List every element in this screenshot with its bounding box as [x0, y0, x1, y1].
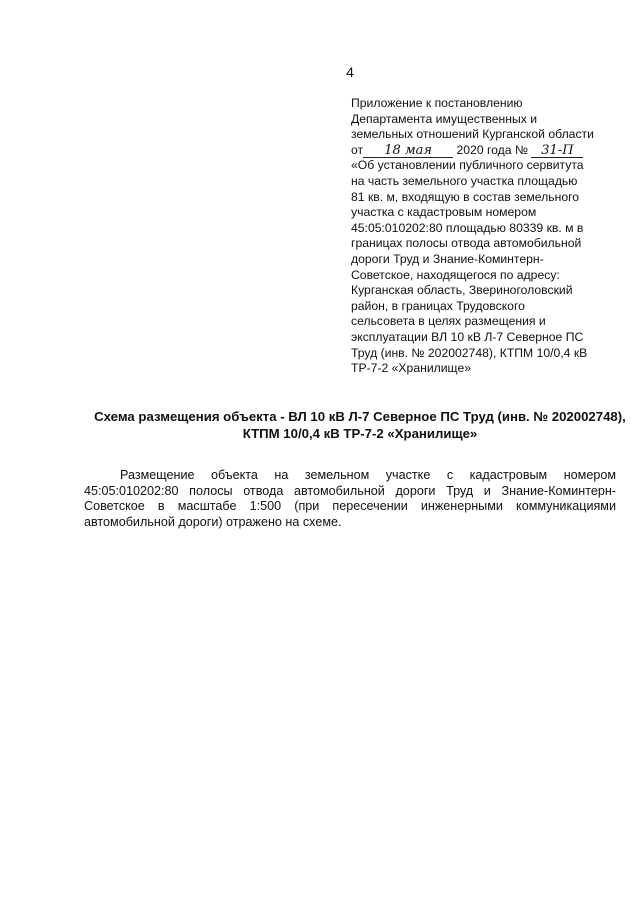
- appendix-date-line: [351, 143, 613, 159]
- body-line: автомобильной дороги) отражено на схеме.: [84, 514, 342, 529]
- date-year-number-label: 2020 года №: [456, 142, 529, 157]
- appendix-line: земельных отношений Курганской области: [351, 127, 594, 142]
- appendix-line: на часть земельного участка площадью: [351, 173, 578, 188]
- document-heading: [70, 408, 640, 442]
- appendix-line: 81 кв. м, входящую в состав земельного: [351, 189, 580, 204]
- appendix-line: «Об установлении публичного сервитута: [351, 158, 584, 173]
- appendix-line: границах полосы отвода автомобильной: [351, 236, 582, 251]
- appendix-line: Советское, находящегося по адресу:: [351, 267, 560, 282]
- heading-line: Схема размещения объекта - ВЛ 10 кВ Л-7 Северное ПС Труд (инв. № 202002748),: [94, 409, 626, 424]
- appendix-line: дороги Труд и Знание-Коминтерн-: [351, 251, 544, 266]
- appendix-block: [351, 96, 613, 377]
- body-line: Размещение объекта на земельном участке с кадастровым номером: [120, 468, 616, 482]
- appendix-line: Департамента имущественных и: [351, 111, 538, 126]
- body-paragraph: [84, 468, 616, 530]
- appendix-line: 45:05:010202:80 площадью 80339 кв. м в: [351, 220, 584, 235]
- handwritten-date: 18 мая: [363, 144, 453, 158]
- date-prefix: от: [351, 142, 364, 157]
- heading-line: КТПМ 10/0,4 кВ ТР-7-2 «Хранилище»: [242, 426, 478, 441]
- body-line: 45:05:010202:80 полосы отвода автомобильной дороги Труд и Знание-Коминтерн-: [84, 483, 616, 498]
- page-number: 4: [346, 64, 354, 80]
- appendix-line: эксплуатации ВЛ 10 кВ Л-7 Северное ПС: [351, 329, 584, 344]
- appendix-line: сельсовета в целях размещения и: [351, 314, 546, 329]
- appendix-line: Курганская область, Звериноголовский: [351, 283, 573, 298]
- appendix-line: участка с кадастровым номером: [351, 205, 537, 220]
- handwritten-number: 31-П: [531, 144, 583, 158]
- appendix-line: Труд (инв. № 202002748), КТПМ 10/0,4 кВ: [351, 345, 588, 360]
- appendix-line: район, в границах Трудовского: [351, 298, 525, 313]
- body-line: Советское в масштабе 1:500 (при пересечении инженерными коммуникациями: [84, 499, 616, 514]
- appendix-line: Приложение к постановлению: [351, 96, 523, 110]
- appendix-line: ТР-7-2 «Хранилище»: [351, 361, 472, 376]
